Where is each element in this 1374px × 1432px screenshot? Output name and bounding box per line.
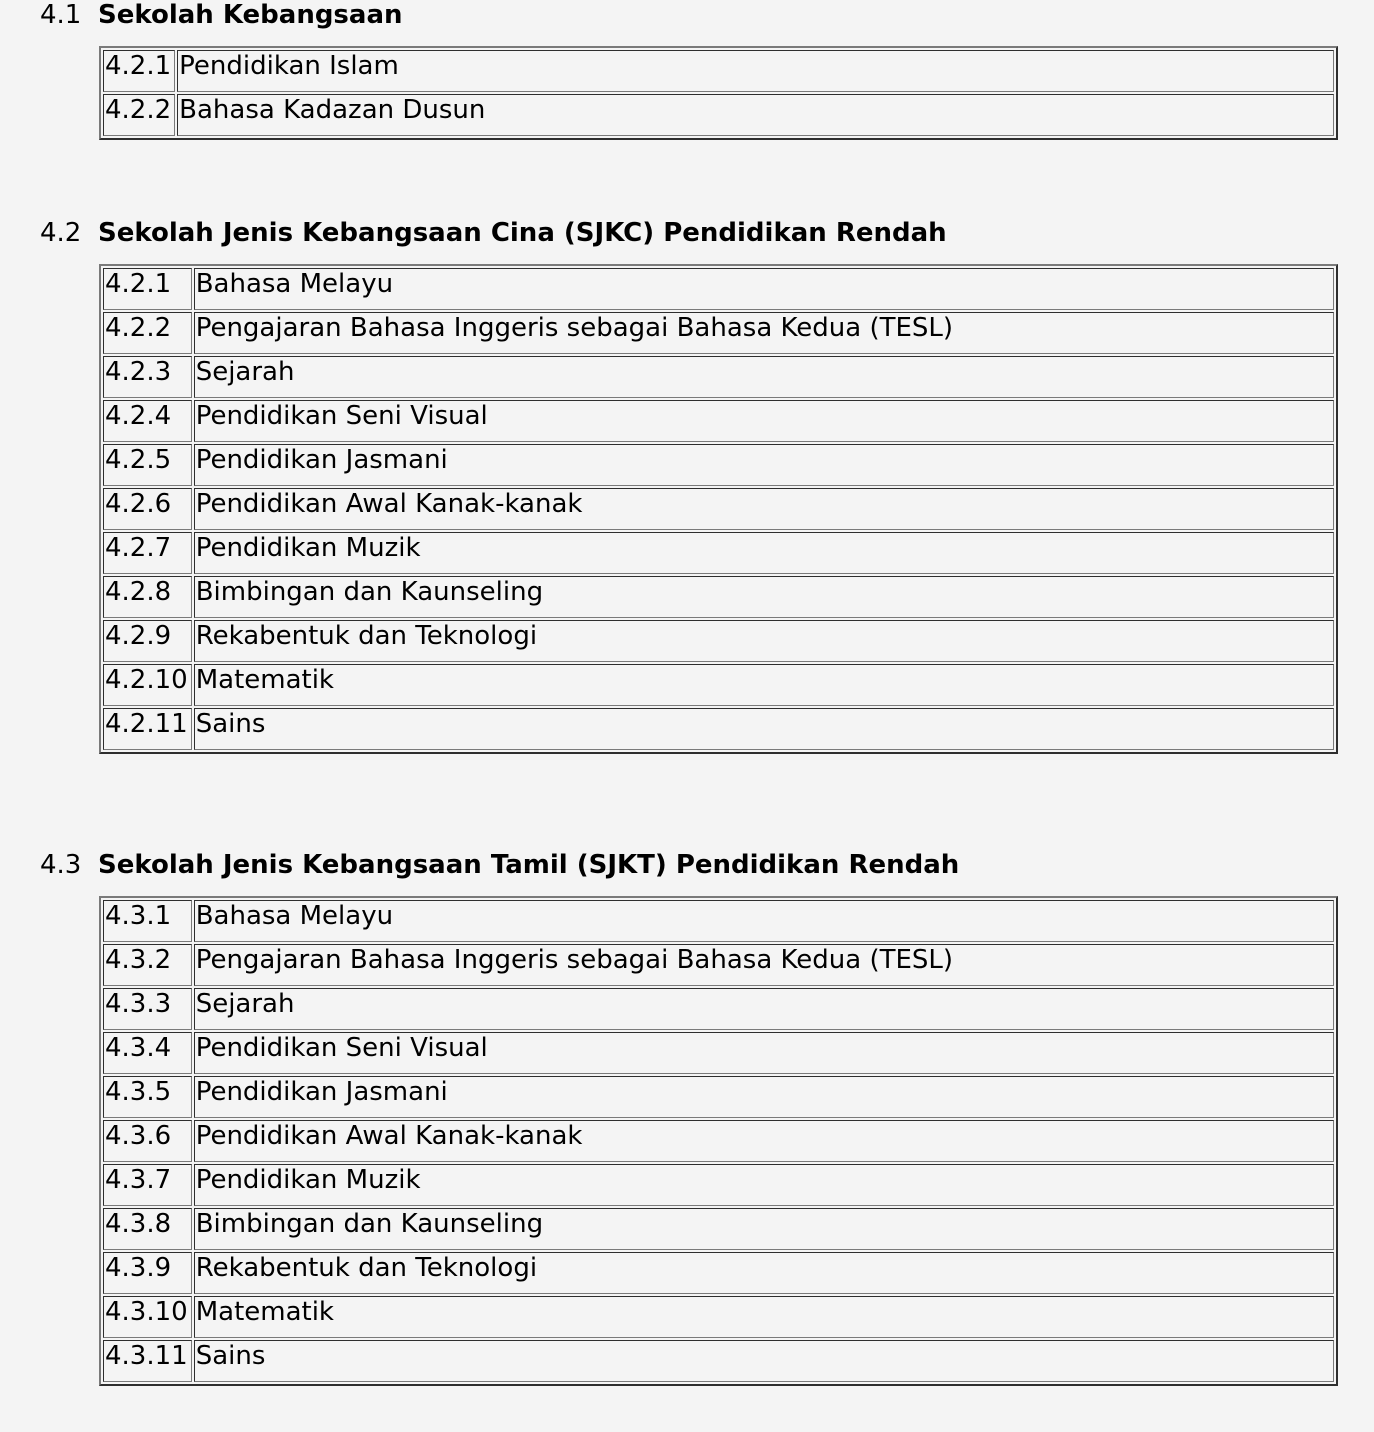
table-row — [103, 664, 1334, 706]
subject-code: 4.2.11 — [103, 708, 192, 750]
table-row — [103, 312, 1334, 354]
subject-name: Pendidikan Jasmani — [194, 444, 1334, 486]
subject-code: 4.3.2 — [103, 944, 192, 986]
table-row — [103, 1296, 1334, 1338]
table-row — [103, 488, 1334, 530]
table-row — [103, 400, 1334, 442]
table-row — [103, 944, 1334, 986]
subjects-table — [99, 896, 1338, 1386]
table-row — [103, 356, 1334, 398]
subject-name: Sains — [194, 1340, 1334, 1382]
table-row — [103, 620, 1334, 662]
subject-code: 4.2.3 — [103, 356, 192, 398]
table-row — [103, 532, 1334, 574]
subject-name: Bahasa Melayu — [194, 900, 1334, 942]
section-title: Sekolah Jenis Kebangsaan Cina (SJKC) Pendidikan Rendah — [98, 218, 947, 248]
subject-name: Bahasa Melayu — [194, 268, 1334, 310]
subject-name: Matematik — [194, 1296, 1334, 1338]
subject-name: Pendidikan Islam — [177, 50, 1334, 92]
subject-name: Matematik — [194, 664, 1334, 706]
subject-code: 4.2.9 — [103, 620, 192, 662]
subject-code: 4.3.5 — [103, 1076, 192, 1118]
table-row — [103, 988, 1334, 1030]
subject-name: Sains — [194, 708, 1334, 750]
subject-code: 4.2.2 — [103, 94, 175, 136]
section-heading — [0, 850, 1374, 880]
section-number: 4.3 — [40, 850, 82, 880]
subject-code: 4.3.7 — [103, 1164, 192, 1206]
subject-code: 4.2.5 — [103, 444, 192, 486]
subject-name: Pendidikan Muzik — [194, 532, 1334, 574]
subject-code: 4.2.6 — [103, 488, 192, 530]
subject-name: Rekabentuk dan Teknologi — [194, 1252, 1334, 1294]
table-row — [103, 1032, 1334, 1074]
section-title: Sekolah Jenis Kebangsaan Tamil (SJKT) Pendidikan Rendah — [98, 850, 960, 880]
subject-code: 4.3.10 — [103, 1296, 192, 1338]
subjects-table-body — [103, 900, 1334, 1382]
section-sjkt — [0, 850, 1374, 1371]
table-row — [103, 50, 1334, 92]
subject-code: 4.3.11 — [103, 1340, 192, 1382]
subject-name: Rekabentuk dan Teknologi — [194, 620, 1334, 662]
subject-name: Bahasa Kadazan Dusun — [177, 94, 1334, 136]
table-row — [103, 268, 1334, 310]
subject-name: Pendidikan Muzik — [194, 1164, 1334, 1206]
subject-code: 4.3.3 — [103, 988, 192, 1030]
subject-name: Sejarah — [194, 988, 1334, 1030]
table-row — [103, 900, 1334, 942]
subjects-table — [99, 46, 1338, 140]
section-number: 4.1 — [40, 0, 82, 30]
table-row — [103, 1340, 1334, 1382]
table-row — [103, 1208, 1334, 1250]
subject-code: 4.3.4 — [103, 1032, 192, 1074]
section-number: 4.2 — [40, 218, 82, 248]
table-row — [103, 708, 1334, 750]
subject-code: 4.2.10 — [103, 664, 192, 706]
table-row — [103, 1164, 1334, 1206]
subject-code: 4.3.9 — [103, 1252, 192, 1294]
section-heading — [0, 0, 1374, 30]
subject-code: 4.3.1 — [103, 900, 192, 942]
subjects-table-body — [103, 268, 1334, 750]
section-sekolah-kebangsaan — [0, 0, 1374, 125]
subject-name: Pendidikan Seni Visual — [194, 400, 1334, 442]
subject-code: 4.3.8 — [103, 1208, 192, 1250]
subjects-table — [99, 264, 1338, 754]
table-row — [103, 1120, 1334, 1162]
table-row — [103, 1076, 1334, 1118]
subject-name: Sejarah — [194, 356, 1334, 398]
subject-code: 4.2.2 — [103, 312, 192, 354]
section-title: Sekolah Kebangsaan — [98, 0, 403, 30]
subject-name: Bimbingan dan Kaunseling — [194, 576, 1334, 618]
subject-code: 4.2.4 — [103, 400, 192, 442]
subject-name: Bimbingan dan Kaunseling — [194, 1208, 1334, 1250]
subject-code: 4.2.1 — [103, 268, 192, 310]
table-row — [103, 444, 1334, 486]
subject-code: 4.2.1 — [103, 50, 175, 92]
subject-name: Pengajaran Bahasa Inggeris sebagai Bahasa Kedua (TESL) — [194, 944, 1334, 986]
subject-code: 4.2.8 — [103, 576, 192, 618]
table-row — [103, 576, 1334, 618]
subject-name: Pendidikan Jasmani — [194, 1076, 1334, 1118]
table-row — [103, 94, 1334, 136]
section-sjkc — [0, 218, 1374, 739]
subjects-table-body — [103, 50, 1334, 136]
subject-name: Pengajaran Bahasa Inggeris sebagai Bahasa Kedua (TESL) — [194, 312, 1334, 354]
table-row — [103, 1252, 1334, 1294]
subject-name: Pendidikan Awal Kanak-kanak — [194, 1120, 1334, 1162]
section-heading — [0, 218, 1374, 248]
subject-code: 4.2.7 — [103, 532, 192, 574]
subject-code: 4.3.6 — [103, 1120, 192, 1162]
subject-name: Pendidikan Awal Kanak-kanak — [194, 488, 1334, 530]
subject-name: Pendidikan Seni Visual — [194, 1032, 1334, 1074]
